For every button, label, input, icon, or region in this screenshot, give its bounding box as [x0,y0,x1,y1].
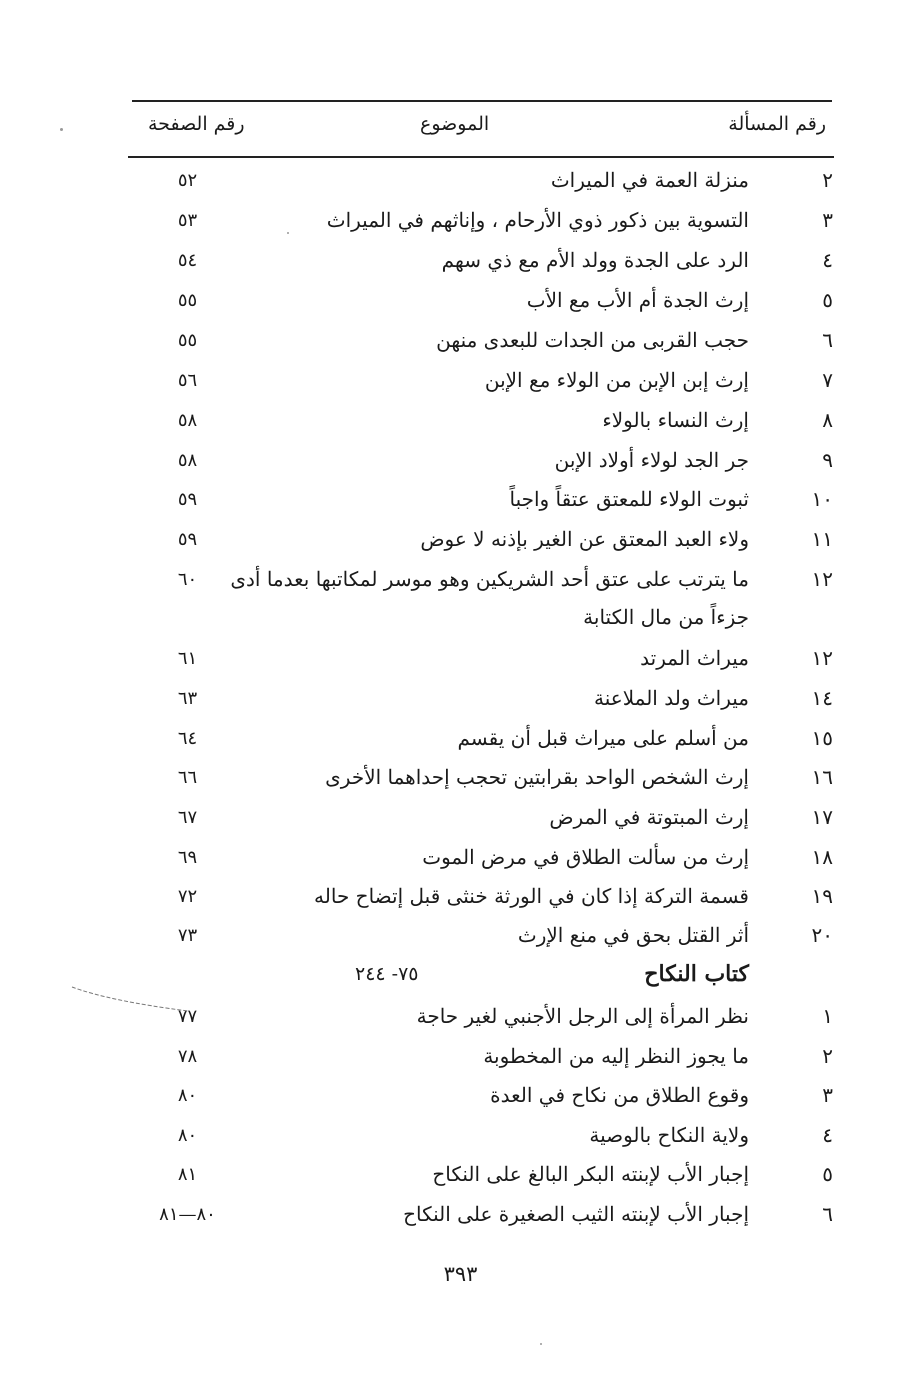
table-row [0,248,921,288]
row-page: ٥٩ [177,489,198,510]
table-row [0,845,921,885]
row-topic: حجب القربى من الجدات للبعدى منهن [436,328,749,352]
row-topic: منزلة العمة في الميراث [550,168,749,192]
table-row [0,1083,921,1123]
book-page-range: ٧٥- ٢٤٤ [355,963,419,985]
row-page: ٥٣ [177,210,198,231]
row-topic: إرث الجدة أم الأب مع الأب [526,288,749,312]
row-topic: ما يجوز النظر إليه من المخطوبة [483,1044,749,1068]
table-row [0,168,921,208]
header-page-label: رقم الصفحة [148,113,245,135]
row-page: ٦٠ [177,569,198,590]
row-topic: وقوع الطلاق من نكاح في العدة [490,1083,749,1107]
row-page: ٥٥ [177,290,198,311]
row-page: ٨٠ [177,1085,198,1106]
table-row [0,1123,921,1163]
row-number: ١٥ [811,726,833,750]
row-topic: الرد على الجدة وولد الأم مع ذي سهم [441,248,749,272]
table-row [0,328,921,368]
row-number: ١٩ [811,884,833,908]
row-number: ٥ [822,288,833,312]
row-number: ٦ [822,328,833,352]
row-page: ٥٩ [177,529,198,550]
row-topic: إرث من سألت الطلاق في مرض الموت [422,845,749,869]
table-row [0,686,921,726]
header-top-rule [132,100,832,102]
scan-stroke-artifact [70,985,190,1015]
page-number: ٣٩٣ [443,1262,478,1286]
row-topic: من أسلم على ميراث قبل أن يقسم [457,726,749,750]
header-topic-label: الموضوع [420,113,490,135]
row-topic: إرث إبن الإبن من الولاء مع الإبن [484,368,749,392]
table-row [0,487,921,527]
table-row [0,368,921,408]
row-number: ٧ [822,368,833,392]
row-page: ٦١ [177,648,198,669]
row-page: ٥٤ [177,250,198,271]
table-row [0,646,921,686]
row-page: ٧٧ [177,1006,198,1027]
row-topic: ميراث المرتد [640,646,749,670]
row-topic-continuation: جزءاً من مال الكتابة [583,605,749,629]
row-page: ٨١ [177,1164,198,1185]
row-topic: إرث المبتوتة في المرض [549,805,749,829]
row-number: ٩ [822,448,833,472]
row-page: ٨٠ [177,1125,198,1146]
table-row [0,408,921,448]
row-number: ٨ [822,408,833,432]
row-page: ٦٩ [177,847,198,868]
row-page: ٥٥ [177,330,198,351]
row-number: ٢ [822,168,833,192]
row-number: ٥ [822,1162,833,1186]
row-topic: ميراث ولد الملاعنة [594,686,749,710]
row-number: ١٢ [811,646,833,670]
table-row [0,726,921,766]
row-page: ٦٣ [177,688,198,709]
row-topic: جر الجد لولاء أولاد الإبن [554,448,749,472]
row-topic: قسمة التركة إذا كان في الورثة خنثى قبل إتضاح حاله [314,884,749,908]
row-page: ٥٨ [177,450,198,471]
table-row [0,208,921,248]
row-page: ٧٨ [177,1046,198,1067]
table-row [0,1044,921,1084]
table-row [0,1162,921,1202]
table-row [0,288,921,328]
header-bottom-rule [128,156,834,158]
row-page: ٧٢ [177,886,198,907]
row-number: ٤ [822,1123,833,1147]
row-page: ٦٤ [177,728,198,749]
row-topic: ولاء العبد المعتق عن الغير بإذنه لا عوض [420,527,749,551]
table-row [0,527,921,567]
header-number-label: رقم المسألة [728,113,826,135]
scan-dust-artifact [60,128,63,131]
row-number: ١٤ [811,686,833,710]
row-topic: نظر المرأة إلى الرجل الأجنبي لغير حاجة [416,1004,749,1028]
row-page: ٥٢ [177,170,198,191]
row-number: ١ [822,1004,833,1028]
row-number: ٣ [822,208,833,232]
row-topic: إجبار الأب لإبنته البكر البالغ على النكاح [432,1162,749,1186]
row-number: ١٠ [811,487,833,511]
row-number: ١٢ [811,567,833,591]
row-topic: ولاية النكاح بالوصية [589,1123,749,1147]
row-topic: ثبوت الولاء للمعتق عتقاً واجباً [509,487,749,511]
row-page: ٥٦ [177,370,198,391]
table-row-continuation [0,605,921,645]
row-number: ١٦ [811,765,833,789]
scan-dust-artifact [540,1343,542,1345]
row-topic: إرث النساء بالولاء [602,408,749,432]
scan-dust-artifact [287,232,289,234]
table-row [0,923,921,963]
row-topic: أثر القتل بحق في منع الإرث [517,923,749,947]
row-page: ٦٦ [177,767,198,788]
row-page: ٧٣ [177,925,198,946]
row-page: ٥٨ [177,410,198,431]
table-row [0,884,921,924]
table-row [0,567,921,607]
row-number: ١٨ [811,845,833,869]
table-row [0,765,921,805]
row-number: ١١ [811,527,833,551]
row-page: ٨٠—٨١ [159,1204,216,1225]
row-topic: إجبار الأب لإبنته الثيب الصغيرة على النكاح [403,1202,749,1226]
book-title: كتاب النكاح [644,961,749,987]
table-row [0,805,921,845]
row-number: ٢٠ [811,923,833,947]
table-row [0,448,921,488]
row-number: ٢ [822,1044,833,1068]
row-number: ٤ [822,248,833,272]
row-topic: إرث الشخص الواحد بقرابتين تحجب إحداهما الأخرى [325,765,749,789]
row-number: ٦ [822,1202,833,1226]
row-number: ١٧ [811,805,833,829]
row-page: ٦٧ [177,807,198,828]
table-row [0,1202,921,1242]
row-number: ٣ [822,1083,833,1107]
row-topic: التسوية بين ذكور ذوي الأرحام ، وإناثهم في الميراث [326,208,749,232]
row-topic: ما يترتب على عتق أحد الشريكين وهو موسر لمكاتبها بعدما أدى [230,567,749,591]
